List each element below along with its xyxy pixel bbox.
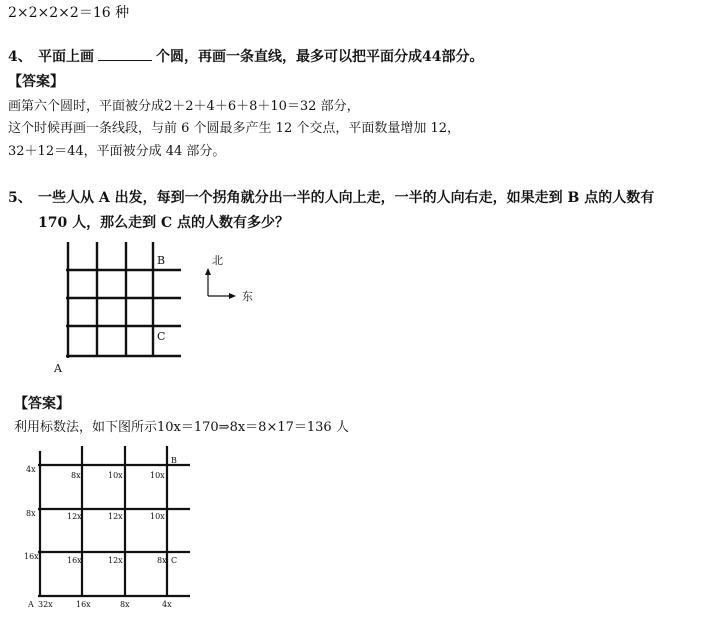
grid1-point-c: C <box>157 330 166 343</box>
grid2-cell-label: 8x <box>157 556 167 565</box>
grid2-bottom-label: 8x <box>120 600 130 609</box>
grid2-point-b: B <box>171 456 177 465</box>
compass-north-label: 北 <box>212 254 223 267</box>
grid2-point-a: A <box>28 600 34 609</box>
grid2-cell-label: 16x <box>67 556 82 565</box>
grid2-cell-label: 10x <box>150 512 165 521</box>
compass-east-label: 东 <box>242 290 253 303</box>
grid2-cell-label: 12x <box>108 556 123 565</box>
q4-text-after: 个圆，再画一条直线，最多可以把平面分成44部分。 <box>156 49 484 65</box>
grid2-bottom-label: 16x <box>76 600 91 609</box>
q4-answer-line-2: 这个时候再画一条线段，与前 6 个圆最多产生 12 个交点，平面数量增加 12， <box>8 121 461 136</box>
grid2-left-label: 4x <box>26 465 36 474</box>
grid2-cell-label: 12x <box>108 512 123 521</box>
q4-answer-label: 【答案】 <box>8 74 64 90</box>
grid1-point-a: A <box>54 362 62 375</box>
q5-question-line-1: 一些人从 A 出发，每到一个拐角就分出一半的人向上走，一半的人向右走，如果走到 B 点的人数有 <box>38 190 655 206</box>
grid1-point-b: B <box>157 254 166 267</box>
q5-question-line-2: 170 人，那么走到 C 点的人数有多少？ <box>38 215 289 231</box>
compass-arrows <box>205 268 236 299</box>
grid2-bottom-label: 4x <box>162 600 172 609</box>
grid2-bottom-label: 32x <box>38 600 53 609</box>
q4-answer-line-1: 画第六个圆时，平面被分成2＋2＋4＋6＋8＋10＝32 部分， <box>8 99 360 114</box>
grid2-lines <box>38 446 190 596</box>
q5-answer-label: 【答案】 <box>14 396 70 412</box>
q4-text-before: 平面上画 <box>38 49 94 65</box>
grid2-cell-label: 10x <box>108 471 123 480</box>
q5-number: 5、 <box>8 190 32 206</box>
q5-answer-line: 利用标数法，如下图所示10x＝170⇒8x＝8×17＝136 人 <box>14 420 349 435</box>
grid2-cell-label: 8x <box>71 471 81 480</box>
grid2-left-label: 8x <box>26 509 36 518</box>
grid2-cell-label: 12x <box>67 512 82 521</box>
q4-number: 4、 <box>8 49 32 65</box>
grid2-cell-label: 10x <box>150 471 165 480</box>
grid2-point-c: C <box>171 556 178 565</box>
previous-answer-line: 2×2×2×2＝16 种 <box>8 5 130 21</box>
grid2-left-label: 16x <box>24 552 39 561</box>
q4-answer-line-3: 32＋12＝44，平面被分成 44 部分。 <box>8 144 226 159</box>
